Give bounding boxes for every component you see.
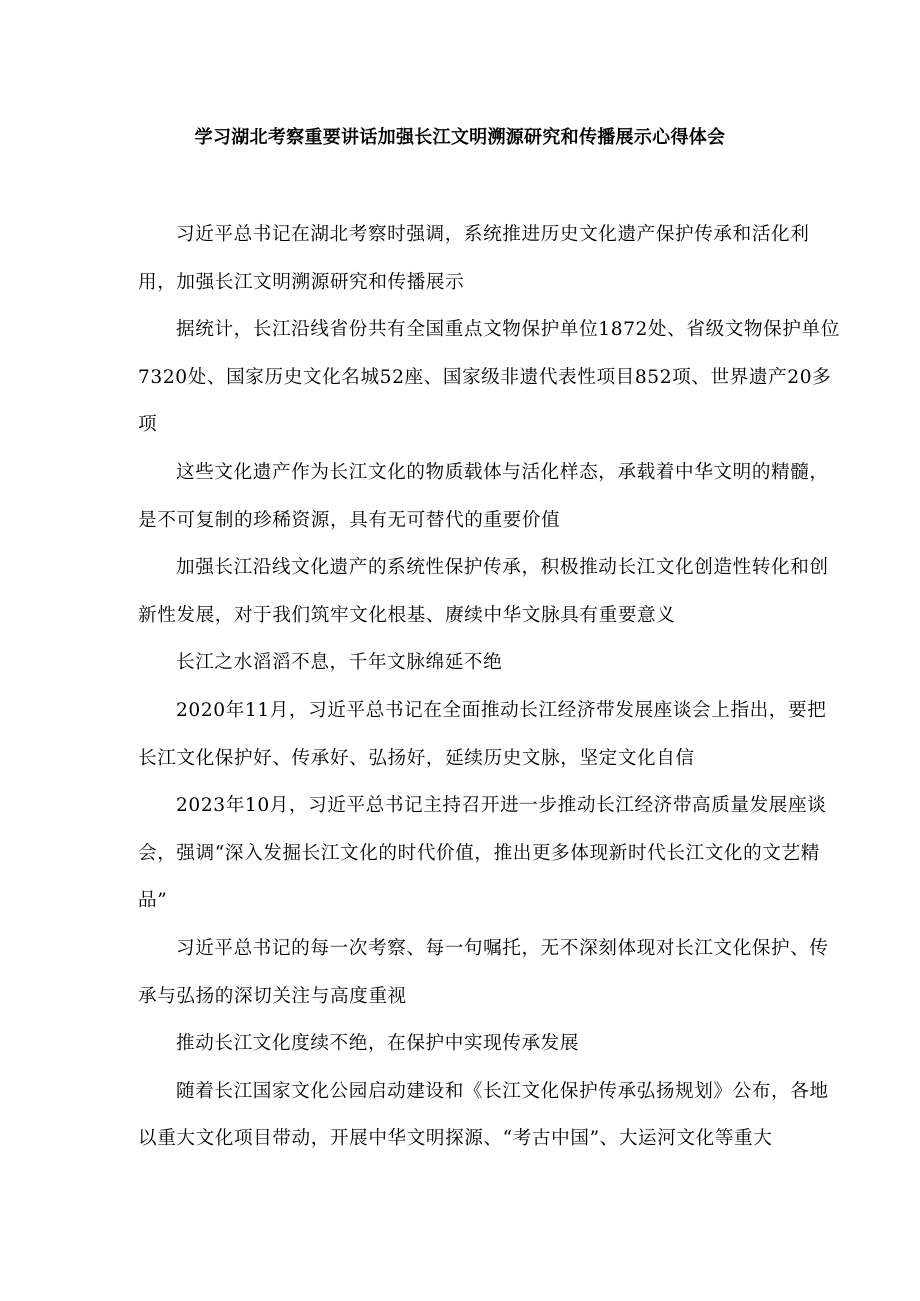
paragraph: 习近平总书记的每一次考察、每一句嘱托，无不深刻体现对长江文化保护、传承与弘扬的深切关注与高度重视 [138,937,829,1007]
paragraph: 据统计，长江沿线省份共有全国重点文物保护单位1872处、省级文物保护单位7320处、国家历史文化名城52座、国家级非遗代表性项目852项、世界遗产20多项 [138,319,840,436]
paragraph: 习近平总书记在湖北考察时强调，系统推进历史文化遗产保护传承和活化利用，加强长江文明溯源研究和传播展示 [138,224,810,293]
document-body [138,211,844,1163]
paragraph: 2020年11月，习近平总书记在全面推动长江经济带发展座谈会上指出，要把长江文化保护好、传承好、弘扬好，延续历史文脉，坚定文化自信 [138,699,827,769]
paragraph: 2023年10月，习近平总书记主持召开进一步推动长江经济带高质量发展座谈会，强调“深入发掘长江文化的时代价值，推出更多体现新时代长江文化的文艺精品” [138,795,827,912]
paragraph: 推动长江文化度续不绝，在保护中实现传承发展 [176,1033,580,1055]
paragraph: 随着长江国家文化公园启动建设和《长江文化保护传承弘扬规划》公布，各地以重大文化项目带动，开展中华文明探源、“考古中国”、大运河文化等重大 [138,1080,829,1150]
paragraph: 长江之水滔滔不息，千年文脉绵延不绝 [176,652,503,674]
document-title: 学习湖北考察重要讲话加强长江文明溯源研究和传播展示心得体会 [194,127,726,148]
paragraph: 这些文化遗产作为长江文化的物质载体与活化样态，承载着中华文明的精髓，是不可复制的珍稀资源，具有无可替代的重要价值 [138,461,829,531]
paragraph: 加强长江沿线文化遗产的系统性保护传承，积极推动长江文化创造性转化和创新性发展，对于我们筑牢文化根基、赓续中华文脉具有重要意义 [138,557,829,626]
